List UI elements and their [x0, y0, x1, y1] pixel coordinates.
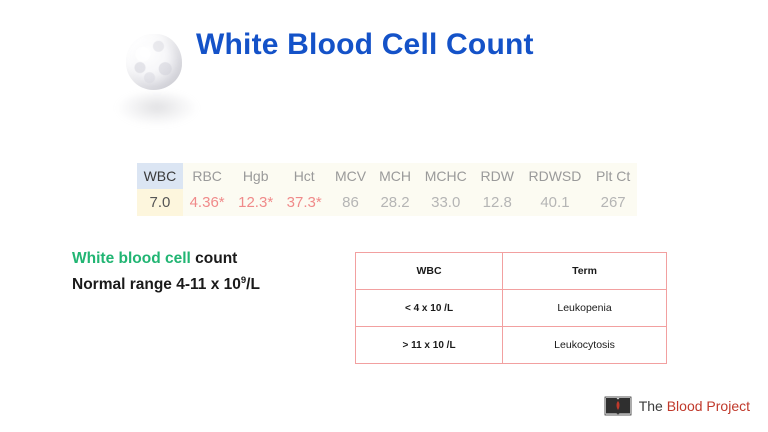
- caption-exponent: 9: [240, 275, 247, 286]
- cell-shadow: [116, 92, 198, 126]
- lab-value-row: [137, 189, 637, 216]
- brand-logo: [604, 394, 750, 418]
- caption-units: /L: [246, 276, 260, 294]
- brand-name: [639, 398, 750, 414]
- lab-header-hct: Hct: [280, 163, 329, 189]
- brand-project: Project: [706, 398, 750, 414]
- lab-value-rdwsd: 40.1: [521, 189, 590, 216]
- table-header-wbc: WBC: [356, 253, 503, 290]
- page-title: White Blood Cell Count: [196, 28, 534, 61]
- caption-line-1-rest: count: [190, 250, 238, 267]
- lab-value-hct: 37.3*: [280, 189, 329, 216]
- table-header-term: Term: [503, 253, 667, 290]
- white-blood-cell-image: [118, 30, 196, 130]
- caption-block: [72, 248, 340, 296]
- caption-range-text: Normal range 4-11 x 10: [72, 276, 241, 294]
- table-cell-wbc-low: < 4 x 10 /L: [356, 290, 503, 327]
- table-cell-wbc-high: > 11 x 10 /L: [356, 327, 503, 364]
- lab-value-hgb: 12.3*: [231, 189, 280, 216]
- lab-value-mcv: 86: [328, 189, 372, 216]
- caption-line-1: [72, 248, 340, 270]
- lab-header-rdwsd: RDWSD: [521, 163, 590, 189]
- lab-value-wbc: 7.0: [137, 189, 183, 216]
- lab-value-plt-ct: 267: [589, 189, 637, 216]
- brand-blood: Blood: [666, 398, 707, 414]
- table-row: [356, 327, 667, 364]
- wbc-term-table: [355, 252, 667, 364]
- table-row: [356, 290, 667, 327]
- brand-the: The: [638, 398, 667, 414]
- table-cell-term-leukopenia: Leukopenia: [503, 290, 667, 327]
- lab-value-mch: 28.2: [373, 189, 418, 216]
- lab-header-row: [137, 163, 637, 189]
- lab-header-hgb: Hgb: [231, 163, 280, 189]
- lab-header-mch: MCH: [373, 163, 418, 189]
- lab-header-mcv: MCV: [328, 163, 372, 189]
- lab-header-plt-ct: Plt Ct: [589, 163, 637, 189]
- lab-value-rbc: 4.36*: [183, 189, 232, 216]
- caption-line-2: [72, 270, 340, 296]
- lab-header-rdw: RDW: [474, 163, 521, 189]
- lab-header-mchc: MCHC: [418, 163, 474, 189]
- lab-header-rbc: RBC: [183, 163, 232, 189]
- table-cell-term-leukocytosis: Leukocytosis: [503, 327, 667, 364]
- lab-results-panel: [137, 163, 637, 216]
- lab-header-wbc: WBC: [137, 163, 183, 189]
- lab-value-mchc: 33.0: [418, 189, 474, 216]
- caption-highlight: White blood cell: [72, 250, 191, 267]
- cell-blob: [126, 34, 182, 90]
- lab-value-rdw: 12.8: [474, 189, 521, 216]
- table-header-row: [356, 253, 667, 290]
- open-book-icon: [604, 394, 632, 418]
